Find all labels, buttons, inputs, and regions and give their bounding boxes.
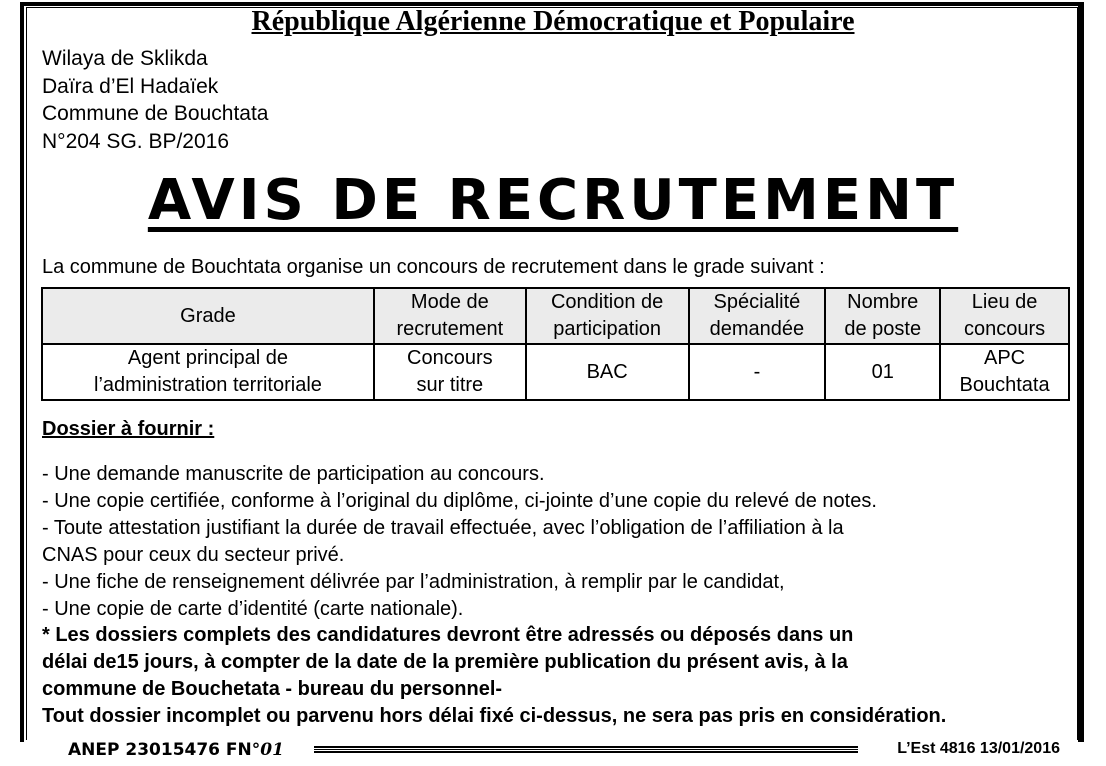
anep-reference: ANEP 23015476 FN°01 (68, 740, 284, 760)
footer-rule-center (314, 749, 858, 750)
header-mode: Mode de recrutement (374, 288, 526, 344)
fn-number: 01 (260, 740, 284, 760)
header-grade: Grade (42, 288, 374, 344)
cell-mode: Concours sur titre (374, 344, 526, 400)
header-condition: Condition de participation (526, 288, 689, 344)
notice-line: délai de15 jours, à compter de la date de la première publication du présent avis, à la (42, 651, 848, 673)
recruitment-table (41, 287, 1070, 401)
page-title: AVIS DE RECRUTEMENT (147, 168, 959, 233)
footer (26, 734, 1078, 762)
cell-condition: BAC (526, 344, 689, 400)
deadline-notice (42, 622, 946, 730)
publication-reference: L’Est 4816 13/01/2016 (897, 740, 1060, 757)
commune-line: Commune de Bouchtata (42, 102, 269, 125)
notice-line: commune de Bouchetata - bureau du personnel- (42, 678, 503, 700)
cell-specialite: - (689, 344, 826, 400)
table-row (42, 344, 1069, 400)
wilaya-line: Wilaya de Sklikda (42, 47, 208, 70)
dossier-list (42, 461, 877, 623)
republic-title: République Algérienne Démocratique et Populaire (251, 6, 855, 37)
header-nombre: Nombre de poste (825, 288, 940, 344)
list-item: - Une demande manuscrite de participation au concours. (42, 463, 545, 485)
list-item: CNAS pour ceux du secteur privé. (42, 544, 345, 566)
list-item: - Une fiche de renseignement délivrée par l’administration, à remplir par le candidat, (42, 571, 785, 593)
dossier-heading: Dossier à fournir : (42, 418, 215, 440)
table-header-row (42, 288, 1069, 344)
issuer-block (42, 45, 268, 155)
header-specialite: Spécialité demandée (689, 288, 826, 344)
list-item: - Une copie certifiée, conforme à l’original du diplôme, ci-jointe d’une copie du relevé de notes. (42, 490, 877, 512)
header-lieu: Lieu de concours (940, 288, 1069, 344)
list-item: - Toute attestation justifiant la durée de travail effectuée, avec l’obligation de l’affiliation à la (42, 517, 844, 539)
list-item: - Une copie de carte d’identité (carte nationale). (42, 598, 464, 620)
cell-lieu: APC Bouchtata (940, 344, 1069, 400)
intro-text: La commune de Bouchtata organise un concours de recrutement dans le grade suivant : (42, 256, 825, 278)
daira-line: Daïra d’El Hadaïek (42, 74, 219, 98)
notice-line: Tout dossier incomplet ou parvenu hors délai fixé ci-dessus, ne sera pas pris en considération. (42, 705, 947, 727)
reference-number: N°204 SG. BP/2016 (42, 129, 230, 153)
cell-nombre: 01 (825, 344, 940, 400)
cell-grade: Agent principal de l’administration territoriale (42, 344, 374, 400)
notice-line: * Les dossiers complets des candidatures devront être adressés ou déposés dans un (42, 624, 854, 646)
